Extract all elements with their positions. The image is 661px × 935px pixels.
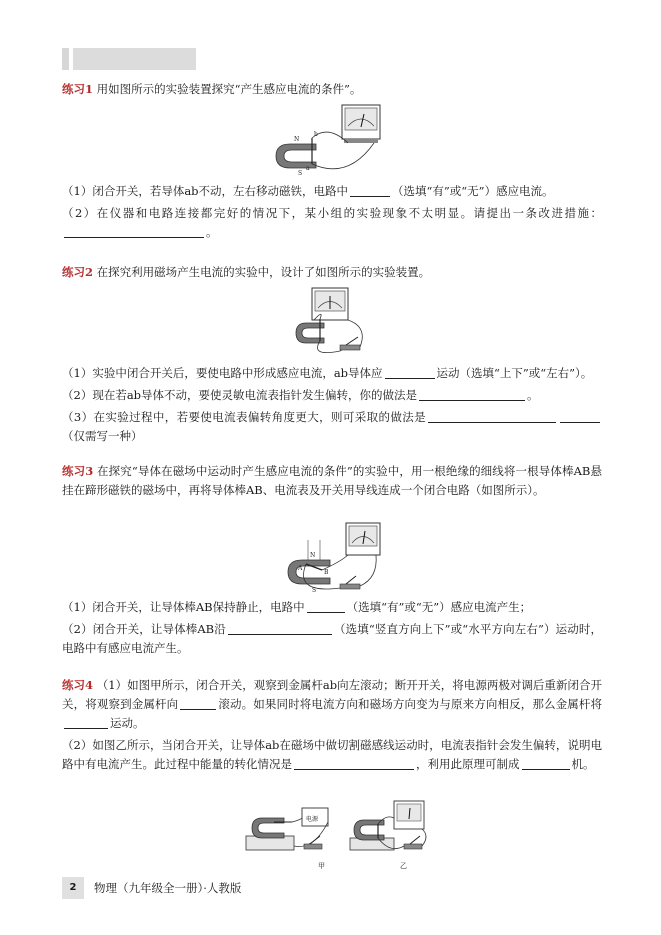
answer-blank[interactable]	[385, 366, 435, 379]
header-band	[73, 48, 196, 70]
svg-text:B: B	[324, 569, 329, 576]
book-title: 物理（九年级全一册）·人教版	[94, 881, 242, 895]
answer-blank[interactable]	[522, 757, 570, 770]
answer-blank[interactable]	[428, 410, 556, 423]
svg-text:N: N	[294, 136, 300, 143]
exercise-1-label: 练习1	[62, 82, 94, 96]
exercise-2-prompt: 练习2 在探究利用磁场产生电流的实验中，设计了如图所示的实验装置。	[62, 265, 431, 279]
exercise-2-label: 练习2	[62, 265, 94, 279]
exercise-1-prompt: 练习1 用如图所示的实验装置探究“产生感应电流的条件”。	[62, 82, 362, 96]
exercise-2-item-1: （1）实验中闭合开关后，要使电路中形成感应电流，ab导体应 运动（选填“上下”或“左右”）。	[62, 366, 593, 380]
figure-1-apparatus	[268, 104, 392, 180]
exercise-1-items	[62, 182, 602, 242]
exercise-1-item-1: （1）闭合开关，若导体ab不动，左右移动磁铁，电路中 （选填“有”或“无”）感应电流。	[62, 184, 554, 198]
exercise-3-prompt: 练习3 在探究“导体在磁场中运动时产生感应电流的条件”的实验中，用一根绝缘的细线将一根导体棒AB悬挂在蹄形磁铁的磁场中，再将导体棒AB、电流表及开关用导线连成一个闭合电路（如图所示）。	[62, 464, 602, 497]
page-number: 2	[62, 877, 84, 899]
exercise-2-item-2: （2）现在若ab导体不动，要使灵敏电流表指针发生偏转，你的做法是 。	[62, 387, 539, 402]
answer-blank[interactable]	[419, 388, 525, 401]
answer-blank[interactable]	[64, 716, 108, 729]
exercise-1	[62, 80, 602, 99]
figure-3-apparatus	[284, 522, 384, 596]
answer-blank[interactable]	[307, 600, 345, 613]
exercise-4-item-2: （2）如图乙所示，当闭合开关，让导体ab在磁场中做切割磁感线运动时，电流表指针会发生偏转，说明电路中有电流产生。此过程中能量的转化情况是 ，利用此原理可制成 机。	[62, 737, 602, 771]
figure-2-apparatus	[290, 287, 370, 363]
svg-text:S: S	[312, 587, 317, 594]
section-header-bar	[62, 48, 196, 70]
exercise-3-items	[62, 598, 602, 658]
svg-text:a: a	[306, 165, 310, 172]
answer-blank[interactable]	[294, 757, 414, 770]
exercise-3-item-1: （1）闭合开关，让导体棒AB保持静止，电路中 （选填“有”或“无”）感应电流产生；	[62, 600, 532, 614]
exercise-4	[62, 676, 602, 774]
exercise-2	[62, 263, 602, 282]
exercise-2-item-3: （3）在实验过程中，若要使电流表偏转角度更大，则可采取的做法是（仅需写一种）	[62, 408, 602, 446]
exercise-3	[62, 462, 602, 500]
answer-blank[interactable]	[228, 622, 332, 635]
svg-text:电源: 电源	[306, 816, 319, 823]
answer-blank[interactable]	[180, 697, 216, 710]
exercise-1-item-2: （2）在仪器和电路连接都完好的情况下，某小组的实验现象不太明显。请提出一条改进措施：。	[62, 205, 602, 239]
svg-text:b: b	[314, 131, 318, 138]
answer-blank[interactable]	[350, 184, 390, 197]
exercise-3-item-2: （2）闭合开关，让导体棒AB沿 （选填“竖直方向上下”或“水平方向左右”）运动时，电路中有感应电流产生。	[62, 621, 603, 655]
header-marker	[62, 48, 69, 70]
svg-text:N: N	[310, 552, 316, 559]
svg-text:A: A	[298, 565, 303, 572]
exercise-4-item-1: 练习4 （1）如图甲所示，闭合开关，观察到金属杆ab向左滚动；断开开关，将电源两极对调后重新闭合开关，将观察到金属杆向 滚动。如果同时将电流方向和磁场方向变为与原来方向相反，那么金属杆将运动。	[62, 678, 602, 730]
svg-text:S: S	[298, 170, 303, 177]
figure-4-left-caption: 甲	[318, 862, 325, 870]
exercise-4-label: 练习4	[62, 678, 94, 692]
answer-blank[interactable]	[560, 410, 600, 423]
figure-4-apparatus	[244, 800, 432, 872]
answer-blank[interactable]	[64, 225, 204, 238]
exercise-3-label: 练习3	[62, 464, 94, 478]
figure-4-right-caption: 乙	[400, 862, 407, 870]
exercise-2-items	[62, 364, 602, 446]
